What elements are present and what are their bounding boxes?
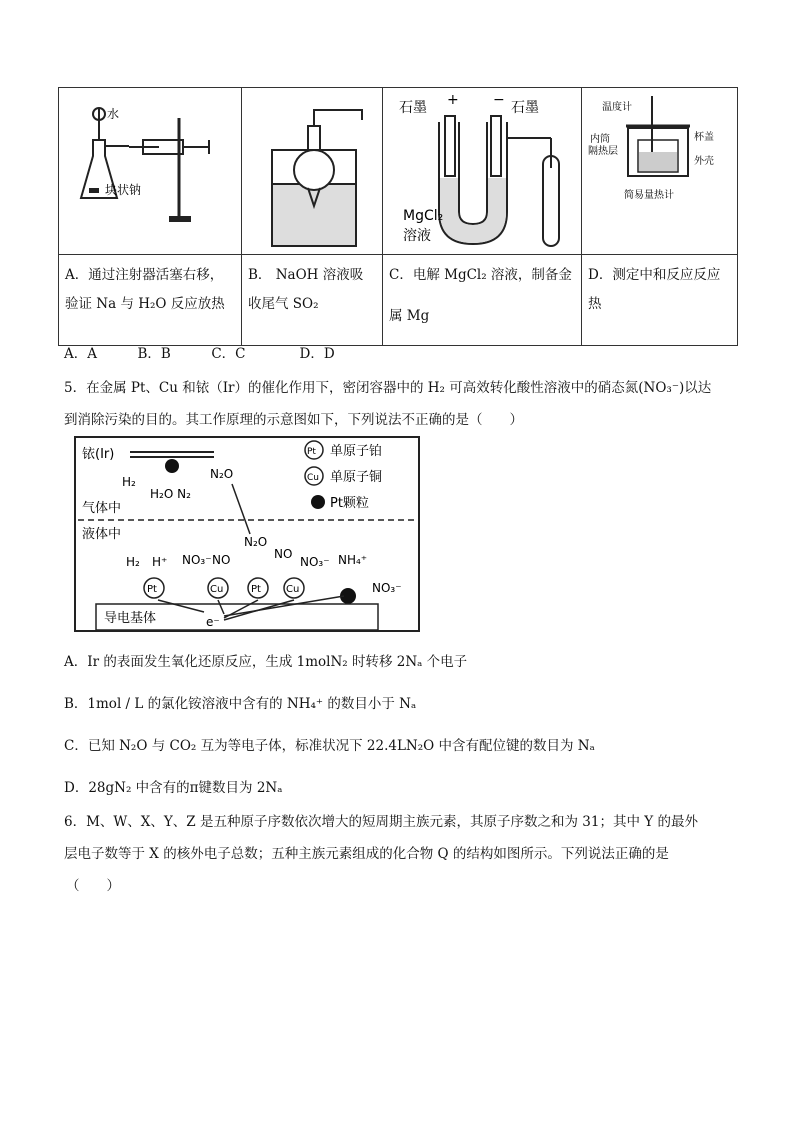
q5-stem-line-2: 到消除污染的目的。其工作原理的示意图如下，下列说法不正确的是（ ） (64, 412, 523, 428)
label-h2o-n2: H₂O N₂ (150, 487, 191, 501)
label-h-plus: H⁺ (152, 555, 168, 569)
label-no3-1: NO₃⁻ (182, 553, 212, 567)
label-water: 水 (107, 107, 120, 121)
label-graphite-right: 石墨 (511, 100, 539, 116)
q4-answer-choices: A．A B．B C．C D．D (64, 346, 335, 362)
label-nh4: NH₄⁺ (338, 553, 368, 567)
q6-stem-line-2: 层电子数等于 X 的核外电子总数；五种主族元素组成的化合物 Q 的结构如图所示。下列说法正确的是 (64, 846, 669, 862)
figure-c-apparatus (383, 88, 582, 254)
caption-a: A．通过注射器活塞右移， 验证 Na 与 H₂O 反应放热 (59, 255, 242, 346)
pt-atom-1: Pt (147, 584, 157, 595)
label-no3-2: NO₃⁻ (300, 555, 330, 569)
q5-option-c: C．已知 N₂O 与 CO₂ 互为等电子体，标准状况下 22.4LN₂O 中含有配位键的数目为 Nₐ (64, 738, 595, 754)
figure-a-apparatus (59, 88, 242, 254)
figure-b-cell (242, 88, 383, 255)
figure-c-cell (383, 88, 582, 255)
caption-d: D．测定中和反应反应 热 (582, 255, 738, 346)
label-inner: 内筒 (590, 134, 610, 145)
label-n2o-top: N₂O (210, 467, 234, 481)
figure-d-apparatus (582, 88, 738, 254)
label-thermometer: 温度计 (602, 102, 632, 113)
legend-single-pt: 单原子铂 (330, 444, 383, 459)
label-n2o-mid: N₂O (244, 535, 268, 549)
label-h2-gas: H₂ (122, 475, 136, 489)
caption-b: B． NaOH 溶液吸 收尾气 SO₂ (242, 255, 383, 346)
label-iridium: 铱(Ir) (82, 447, 115, 462)
label-electron: e⁻ (206, 615, 220, 629)
q5-option-a: A．Ir 的表面发生氧化还原反应，生成 1molN₂ 时转移 2Nₐ 个电子 (64, 654, 468, 670)
label-plus: + (447, 92, 459, 108)
caption-c: C．电解 MgCl₂ 溶液，制备金 属 Mg (383, 255, 582, 346)
q5-stem-line-1: 5．在金属 Pt、Cu 和铱（Ir）的催化作用下，密闭容器中的 H₂ 可高效转化酸性溶液中的硝态氮(NO₃⁻)以达 (64, 380, 712, 396)
label-graphite-left: 石墨 (399, 100, 427, 116)
label-no3-3: NO₃⁻ (372, 581, 402, 595)
figure-d-cell (582, 88, 738, 255)
q5-option-d: D．28gN₂ 中含有的π键数目为 2Nₐ (64, 780, 283, 796)
label-lid: 杯盖 (694, 132, 714, 143)
label-calorimeter: 简易量热计 (624, 190, 674, 201)
label-solution: 溶液 (403, 228, 431, 244)
label-no-1: NO (212, 553, 231, 567)
label-conductive-base: 导电基体 (104, 611, 157, 626)
label-minus: − (493, 92, 505, 108)
label-h2-liquid: H₂ (126, 555, 140, 569)
label-sodium: 块状钠 (105, 183, 142, 197)
label-mgcl2: MgCl₂ (403, 208, 444, 224)
figure-a-cell (59, 88, 242, 255)
legend-single-cu: 单原子铜 (330, 470, 383, 485)
pt-atom-2: Pt (251, 584, 261, 595)
q5-option-b: B．1mol / L 的氯化铵溶液中含有的 NH₄⁺ 的数目小于 Nₐ (64, 696, 417, 712)
cu-atom-1: Cu (210, 584, 224, 595)
q6-stem-line-3: （ ） (66, 878, 120, 894)
figure-b-apparatus (242, 88, 383, 254)
q6-stem-line-1: 6．M、W、X、Y、Z 是五种原子序数依次增大的短周期主族元素，其原子序数之和为 31；其中 Y 的最外 (64, 814, 698, 830)
svg-text:Cu: Cu (307, 473, 319, 483)
label-liquid-phase: 液体中 (82, 527, 122, 542)
svg-text:Pt: Pt (307, 447, 316, 457)
legend-pt-particle: Pt颗粒 (330, 496, 369, 511)
label-shell: 外壳 (694, 156, 714, 167)
q5-mechanism-diagram (74, 436, 420, 632)
label-gas-phase: 气体中 (82, 501, 122, 516)
label-insulation: 隔热层 (588, 146, 618, 157)
options-table (58, 87, 738, 346)
cu-atom-2: Cu (286, 584, 300, 595)
label-no-2: NO (274, 547, 293, 561)
